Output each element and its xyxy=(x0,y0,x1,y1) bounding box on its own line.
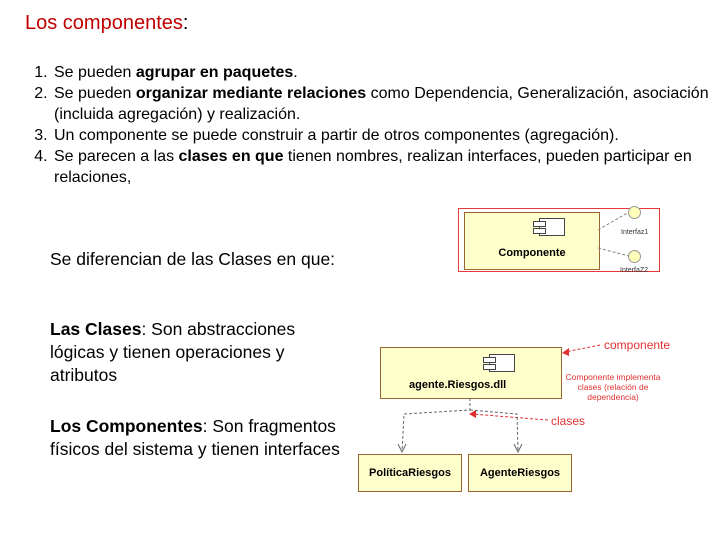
page-title: Los componentes: xyxy=(25,12,189,34)
arrowhead-icon xyxy=(469,410,476,418)
list-item: 2. Se pueden organizar mediante relaciones como Dependencia, Generalización, asociación (incluida agregación) y realización. xyxy=(52,83,720,125)
annotation-componente: componente xyxy=(604,338,671,352)
component-label: agente.Riesgos.dll xyxy=(409,379,507,391)
component-label: Componente xyxy=(498,247,566,259)
annotation-clases: clases xyxy=(551,414,586,428)
classes-definition: Las Clases: Son abstracciones lógicas y tienen operaciones y atributos xyxy=(50,319,296,385)
dependency-line xyxy=(470,410,518,452)
list-item: 4. Se parecen a las clases en que tienen nombres, realizan interfaces, pueden participar en relaciones, xyxy=(52,146,720,188)
difference-intro: Se diferencian de las Clases en que: xyxy=(50,249,336,269)
interface-connector xyxy=(598,248,629,256)
class-box: PolíticaRiesgos xyxy=(358,454,462,492)
annotation-implementa: Componente implementa clases (relación de dependencia) xyxy=(565,372,661,402)
list-item: 3. Un componente se puede construir a partir de otros componentes (agregación). xyxy=(52,125,720,146)
interface-label: Interfaz1 xyxy=(621,229,649,236)
annotation-arrow xyxy=(565,345,600,352)
interface-connector xyxy=(598,212,629,230)
list-item: 1. Se pueden agrupar en paquetes. xyxy=(52,62,720,83)
class-box: AgenteRiesgos xyxy=(468,454,572,492)
dependency-line xyxy=(402,398,470,452)
interface-label: InterfaZ2 xyxy=(620,267,649,274)
components-definition: Los Componentes: Son fragmentos físicos del sistema y tienen interfaces xyxy=(50,416,340,459)
annotation-arrow xyxy=(472,414,548,420)
arrowhead-icon xyxy=(562,348,569,356)
